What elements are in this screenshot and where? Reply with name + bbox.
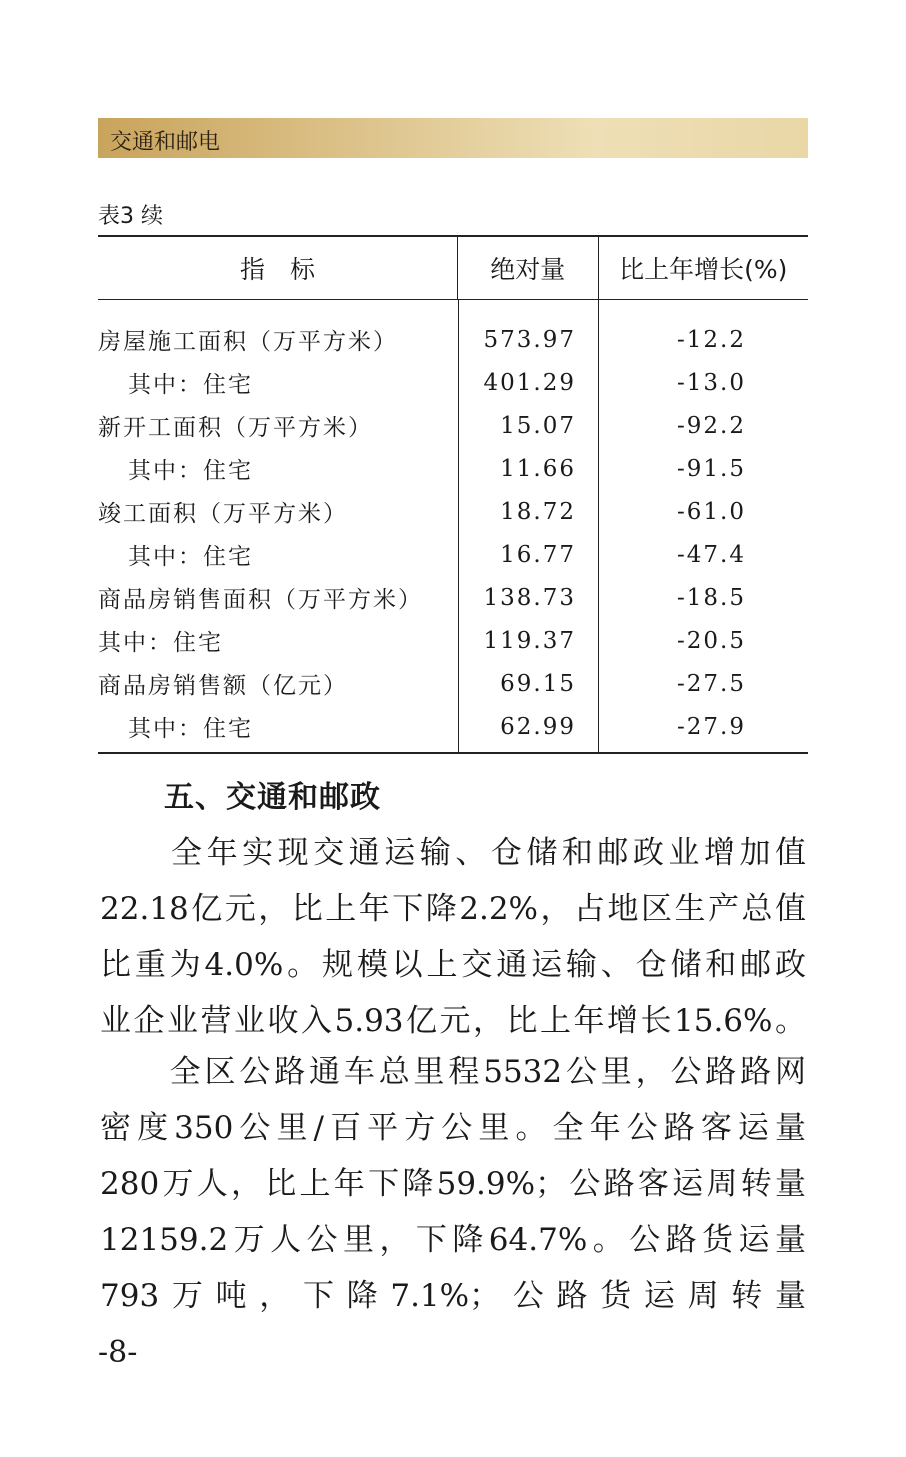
row-indicator: 商品房销售面积（万平方米） [98, 587, 423, 613]
banner-title: 交通和邮电 [110, 130, 221, 155]
column-header-growth: 比上年增长(%) [598, 237, 808, 299]
paragraph-line: 22.18亿元，比上年下降2.2%，占地区生产总值 [100, 891, 806, 927]
row-absolute-value: 138.73 [483, 584, 576, 611]
row-indicator: 其中：住宅 [128, 458, 253, 484]
row-indicator: 商品房销售额（亿元） [98, 673, 348, 699]
row-indicator: 其中：住宅 [128, 716, 253, 742]
section-title: 五、交通和邮政 [164, 780, 381, 815]
row-indicator: 其中：住宅 [128, 544, 253, 570]
row-growth-value: -27.5 [677, 670, 746, 697]
row-absolute-value: 18.72 [500, 498, 576, 525]
row-absolute-value: 573.97 [483, 326, 576, 353]
row-absolute-value: 15.07 [500, 412, 576, 439]
table-row [98, 490, 808, 533]
row-absolute-value: 16.77 [500, 541, 576, 568]
row-indicator: 竣工面积（万平方米） [98, 501, 348, 527]
row-growth-value: -92.2 [677, 412, 746, 439]
row-absolute-value: 119.37 [483, 627, 576, 654]
table-row [98, 447, 808, 490]
paragraph-1 [100, 825, 806, 1049]
row-absolute-value: 11.66 [500, 455, 576, 482]
paragraph-line: 12159.2万人公里，下降64.7%。公路货运量 [100, 1222, 806, 1258]
table-row [98, 318, 808, 361]
paragraph-line: 密度350公里/百平方公里。全年公路客运量 [100, 1110, 806, 1146]
table-row [98, 662, 808, 705]
data-table [98, 235, 808, 754]
row-growth-value: -91.5 [677, 455, 746, 482]
row-growth-value: -27.9 [677, 713, 746, 740]
row-growth-value: -61.0 [677, 498, 746, 525]
paragraph-line: 比重为4.0%。规模以上交通运输、仓储和邮政 [100, 947, 806, 983]
paragraph-2 [100, 1044, 806, 1324]
table-row [98, 619, 808, 662]
paragraph-line: 793万吨，下降7.1%；公路货运周转量 [100, 1278, 806, 1314]
row-growth-value: -47.4 [677, 541, 746, 568]
column-header-absolute: 绝对量 [457, 237, 598, 299]
row-absolute-value: 62.99 [500, 713, 576, 740]
row-absolute-value: 401.29 [483, 369, 576, 396]
paragraph-line: 全区公路通车总里程5532公里，公路路网 [100, 1054, 806, 1090]
table-row [98, 705, 808, 748]
table-row [98, 533, 808, 576]
table-header [98, 237, 808, 300]
row-absolute-value: 69.15 [500, 670, 576, 697]
row-growth-value: -18.5 [677, 584, 746, 611]
row-growth-value: -20.5 [677, 627, 746, 654]
table-row [98, 576, 808, 619]
section-banner [98, 118, 808, 158]
row-indicator: 其中：住宅 [128, 372, 253, 398]
row-indicator: 新开工面积（万平方米） [98, 415, 373, 441]
column-header-indicator: 指 标 [239, 255, 315, 284]
paragraph-line: 业企业营业收入5.93亿元，比上年增长15.6%。 [100, 1003, 806, 1039]
row-growth-value: -12.2 [677, 326, 746, 353]
paragraph-line: 280万人，比上年下降59.9%；公路客运周转量 [100, 1166, 806, 1202]
row-growth-value: -13.0 [677, 369, 746, 396]
table-row [98, 404, 808, 447]
row-indicator: 其中：住宅 [98, 630, 223, 656]
table-body [98, 300, 808, 752]
table-caption: 表3 续 [98, 204, 163, 229]
table-row [98, 361, 808, 404]
row-indicator: 房屋施工面积（万平方米） [98, 329, 398, 355]
page-number: -8- [98, 1335, 138, 1370]
paragraph-line: 全年实现交通运输、仓储和邮政业增加值 [100, 835, 806, 871]
